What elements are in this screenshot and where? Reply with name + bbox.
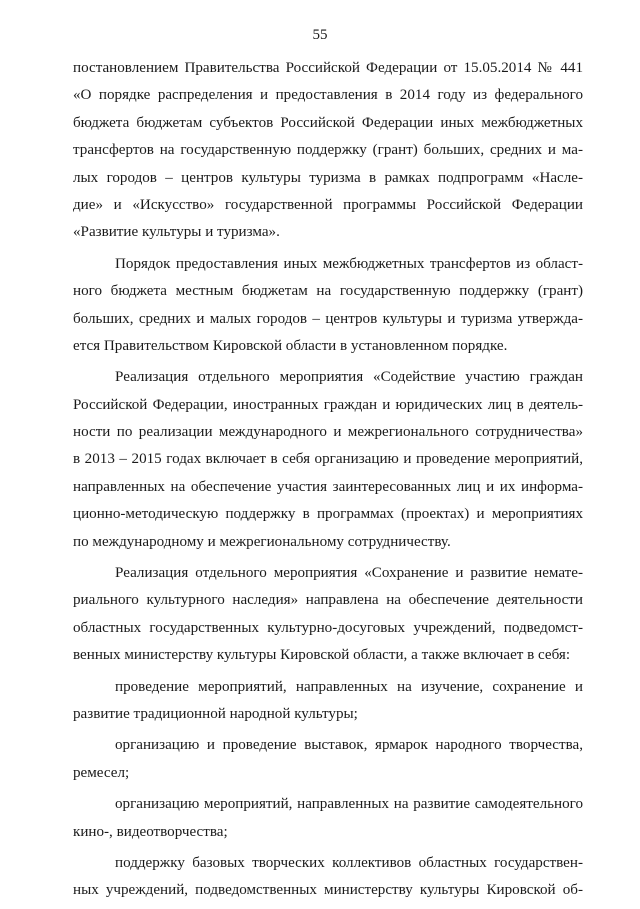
text-line: проведение мероприятий, направленных на изучение, сохранение и xyxy=(115,678,583,695)
text-line: Российской Федерации, иностранных граждан и юридических лиц в деятель- xyxy=(73,396,583,413)
text-line: больших, средних и малых городов – центров культуры и туризма утвержда- xyxy=(73,310,583,327)
text-line: риального культурного наследия» направлена на обеспечение деятельности xyxy=(73,592,583,609)
paragraph xyxy=(73,791,583,846)
text-line: Реализация отдельного мероприятия «Содействие участию граждан xyxy=(115,369,583,386)
text-line: направленных на обеспечение участия заинтересованных лиц и их информа- xyxy=(73,478,583,495)
text-line: постановлением Правительства Российской Федерации от 15.05.2014 № 441 xyxy=(73,60,583,76)
paragraph xyxy=(73,364,583,556)
text-line: областных государственных культурно-досуговых учреждений, подведомст- xyxy=(73,619,583,636)
text-line: по международному и межрегиональному сотрудничеству. xyxy=(73,533,451,550)
paragraph xyxy=(73,674,583,729)
text-line: трансфертов на государственную поддержку (грант) больших, средних и ма- xyxy=(73,142,583,159)
paragraph xyxy=(73,55,583,247)
text-line: Реализация отдельного мероприятия «Сохранение и развитие немате- xyxy=(115,565,583,582)
text-line: кино-, видеотворчества; xyxy=(73,823,228,840)
text-line: ремесел; xyxy=(73,764,130,781)
text-line: развитие традиционной народной культуры; xyxy=(73,705,358,722)
document-body xyxy=(73,55,583,909)
text-line: ного бюджета местным бюджетам на государственную поддержку (грант) xyxy=(73,283,583,300)
paragraph xyxy=(73,850,583,905)
paragraph xyxy=(73,732,583,787)
page-number: 55 xyxy=(312,27,328,43)
text-line: поддержку базовых творческих коллективов областных государствен- xyxy=(115,854,583,871)
text-line: Порядок предоставления иных межбюджетных трансфертов из област- xyxy=(115,255,583,272)
text-line: организацию и проведение выставок, ярмарок народного творчества, xyxy=(115,737,583,754)
text-line: лых городов – центров культуры туризма в рамках подпрограмм «Насле- xyxy=(73,169,583,186)
text-line: дие» и «Искусство» государственной программы Российской Федерации xyxy=(73,196,583,213)
text-line: ных учреждений, подведомственных министерству культуры Кировской об- xyxy=(73,882,583,899)
text-line: «О порядке распределения и предоставления в 2014 году из федерального xyxy=(73,87,583,104)
text-line: бюджета бюджетам субъектов Российской Федерации иных межбюджетных xyxy=(73,114,583,131)
text-line: ционно-методическую поддержку в программах (проектах) и мероприятиях xyxy=(73,506,583,523)
text-line: венных министерству культуры Кировской области, а также включает в себя: xyxy=(73,647,571,664)
text-line: в 2013 – 2015 годах включает в себя организацию и проведение мероприятий, xyxy=(73,451,583,468)
text-line: организацию мероприятий, направленных на развитие самодеятельного xyxy=(115,796,583,813)
paragraph xyxy=(73,251,583,361)
text-line: ности по реализации международного и межрегионального сотрудничества» xyxy=(73,424,583,441)
text-line: ется Правительством Кировской области в установленном порядке. xyxy=(73,337,508,354)
text-line: «Развитие культуры и туризма». xyxy=(73,224,280,241)
paragraph xyxy=(73,560,583,670)
